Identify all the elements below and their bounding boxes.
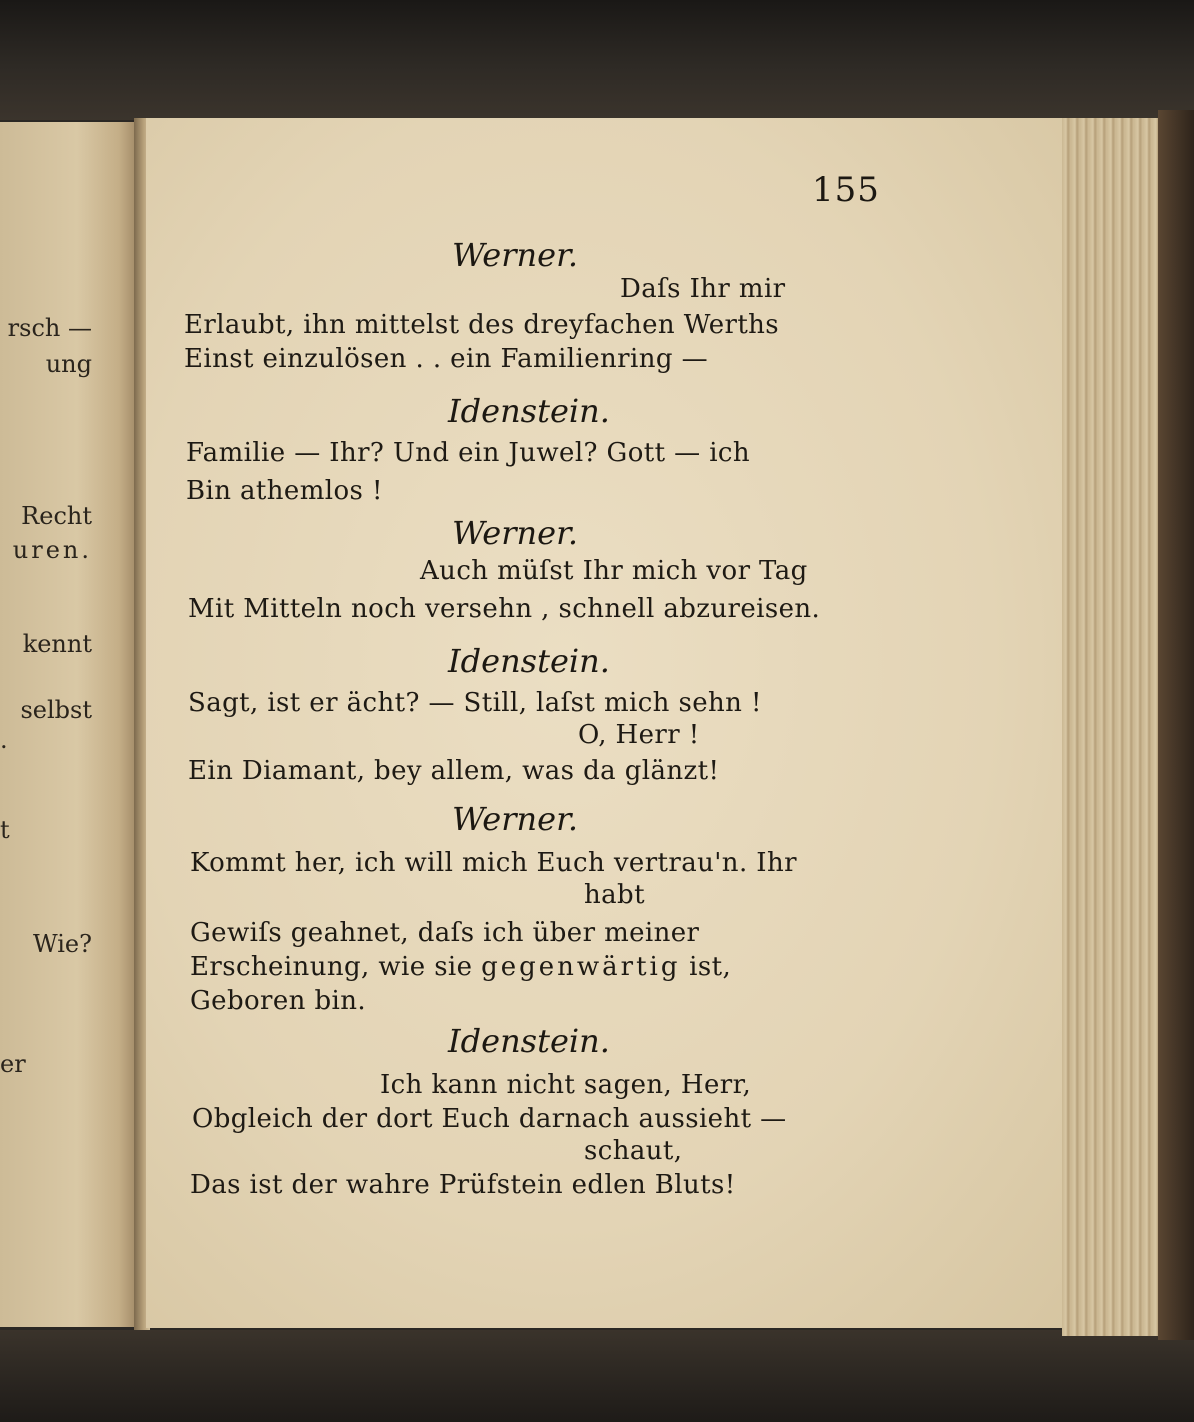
verse-line: Geboren bin. — [190, 986, 367, 1016]
verse-line: Familie — Ihr? Und ein Juwel? Gott — ich — [186, 438, 751, 468]
verse-line: Erlaubt, ihn mittelst des dreyfachen Werths — [184, 310, 780, 340]
speaker-heading: Werner. — [452, 236, 579, 274]
background-bottom — [0, 1330, 1194, 1422]
verse-line: Ein Diamant, bey allem, was da glänzt! — [188, 756, 720, 786]
emphasized-word: gegenwärtig — [481, 952, 681, 982]
verse-line-part: ist, — [680, 952, 732, 982]
speaker-heading: Idenstein. — [448, 642, 610, 680]
left-page-fragment: . — [0, 726, 8, 754]
left-page-fragment: kennt — [22, 630, 92, 658]
verse-line: Sagt, ist er ächt? — Still, laſst mich sehn ! — [188, 688, 762, 718]
verse-line: Ich kann nicht sagen, Herr, — [380, 1070, 752, 1100]
verse-line: Einst einzulösen . . ein Familienring — — [184, 344, 708, 374]
verse-line: Gewiſs geahnet, daſs ich über meiner — [190, 918, 700, 948]
verse-line: Auch müſst Ihr mich vor Tag — [420, 556, 808, 586]
verse-line: Das ist der wahre Prüfstein edlen Bluts! — [190, 1170, 736, 1200]
page-edges — [1062, 118, 1162, 1336]
verse-line: Mit Mitteln noch versehn , schnell abzureisen. — [188, 594, 821, 624]
verse-line: habt — [584, 880, 645, 910]
left-page-fragment: er — [0, 1050, 26, 1078]
page-number: 155 — [812, 170, 880, 210]
verse-line: Bin athemlos ! — [186, 476, 383, 506]
left-page-fragment: ung — [45, 350, 92, 378]
background-top — [0, 0, 1194, 120]
speaker-heading: Idenstein. — [448, 392, 610, 430]
left-page-fragment: rsch — — [7, 314, 92, 342]
book-cover-edge — [1158, 110, 1194, 1340]
left-page-fragment: Wie? — [33, 930, 92, 958]
verse-line: O, Herr ! — [578, 720, 700, 750]
left-page-fragment: uren. — [12, 536, 92, 564]
left-page-fragment: selbst — [20, 696, 92, 724]
speaker-heading: Idenstein. — [448, 1022, 610, 1060]
left-page — [0, 122, 140, 1327]
speaker-heading: Werner. — [452, 800, 579, 838]
left-page-fragment: t — [0, 816, 10, 844]
verse-line-part: Erscheinung, wie sie — [190, 952, 482, 982]
left-page-fragment: Recht — [21, 502, 92, 530]
verse-line: Kommt her, ich will mich Euch vertrau'n. Ihr — [190, 848, 797, 878]
verse-line: schaut, — [584, 1136, 683, 1166]
verse-line: Daſs Ihr mir — [620, 274, 786, 304]
verse-line — [190, 952, 731, 982]
verse-line: Obgleich der dort Euch darnach aussieht — — [192, 1104, 787, 1134]
speaker-heading: Werner. — [452, 514, 579, 552]
